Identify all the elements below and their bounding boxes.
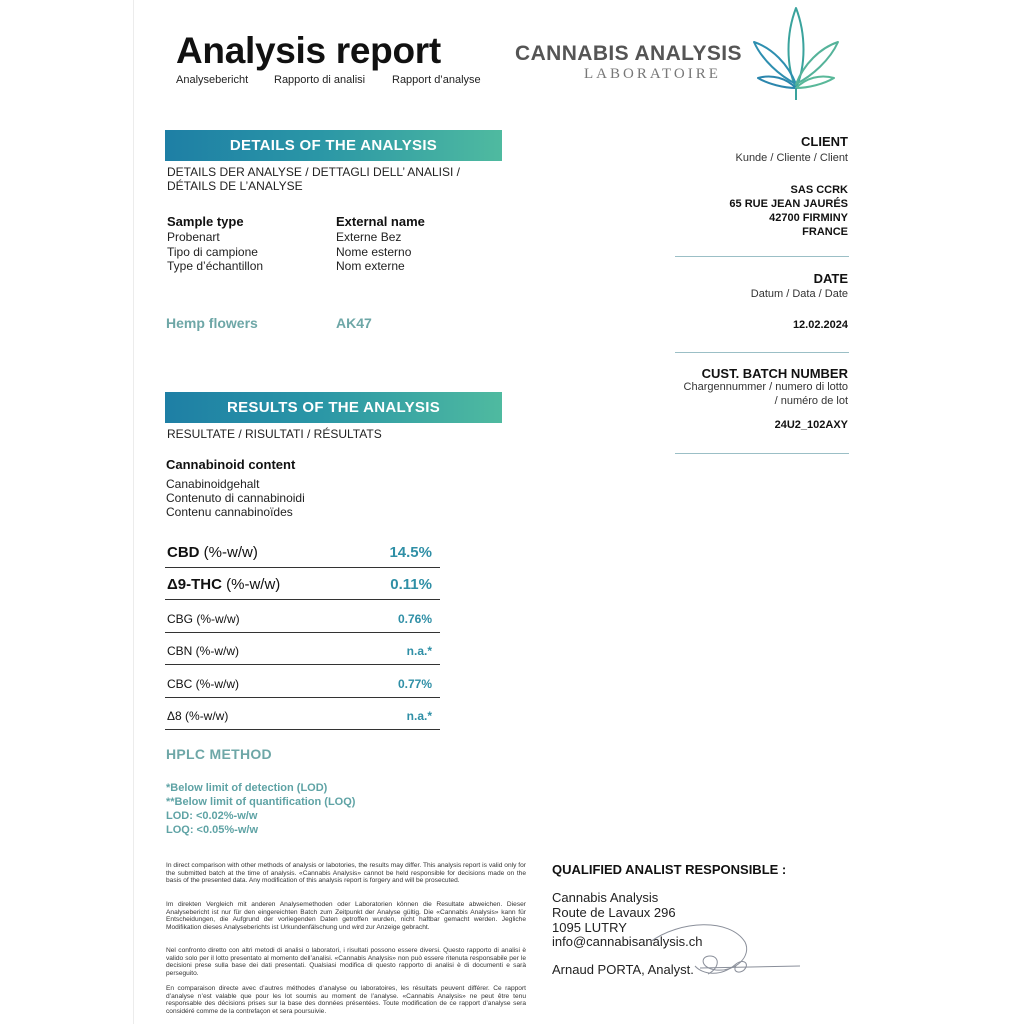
cannabinoid-fr: Contenu cannabinoïdes [166, 505, 293, 519]
sample-type-fr: Type d’échantillon [167, 259, 264, 273]
result-name: CBD [167, 544, 200, 561]
divider [675, 352, 849, 353]
logo-subtitle: LABORATOIRE [584, 66, 721, 82]
result-value: n.a.* [406, 709, 432, 723]
result-unit: (%-w/w) [226, 576, 281, 593]
date-value: 12.02.2024 [792, 319, 848, 331]
cannabinoid-label: Cannabinoid content [166, 457, 296, 472]
result-name: CBC (%-w/w) [167, 676, 239, 691]
result-name: CBG (%-w/w) [167, 611, 240, 626]
disclaimer-it: Nel confronto diretto con altri metodi di analisi o laboratori, i risultati possono essere diversi. Questo rapporto di analisi è valido solo per il lotto presentato al momento dell’analisi. «Cannabis Analysis» non può essere ritenuta responsabile per le decisioni prese sulla base dei dati presentati. Qualsiasi modifica di questo rapporto di analisi è di documenti e sarà perseguito. [166, 947, 526, 977]
batch-label: CUST. BATCH NUMBER [701, 366, 848, 381]
analyst-line: 1095 LUTRY [552, 920, 627, 935]
results-table [165, 536, 440, 730]
details-translation-2: DÉTAILS DE L’ANALYSE [167, 179, 303, 193]
disclaimer-de: Im direkten Vergleich mit anderen Analysemethoden oder Laboratorien können die Resultate abweichen. Dieser Analysebericht ist nur für den eingereichten Batch zum Zeitpunkt der Analyse gültig. Die «Cannabis Analysis» kann für Entscheidungen, die Aufgrund der vorliegenden Daten getroffen wurden, nicht haftbar gemacht werden. Jegliche Modifikation dieses Analyseberichts ist Urkundenfälschung und wird zur Anzeige gebracht. [166, 901, 526, 931]
subtitle-de: Analysebericht [176, 74, 249, 86]
disclaimer-fr: En comparaison directe avec d’autres méthodes d’analyse ou laboratoires, les résultats peuvent différer. Ce rapport d’analyse n’est valable que pour les lot soumis au moment de l’analyse. «Cannabis Analysis» ne peut être tenu responsable des décisions prises sur la base des données présentées. Toute modification de ce rapport d’analyse sera considéré comme de la contrefaçon et sera poursuivie. [166, 985, 526, 1015]
client-line: 42700 FIRMINY [769, 212, 848, 224]
details-banner: DETAILS OF THE ANALYSIS [165, 130, 502, 161]
loq-value: LOQ: <0.05%-w/w [166, 824, 258, 836]
result-value: 0.76% [397, 611, 432, 626]
divider [675, 453, 849, 454]
analyst-line: Route de Lavaux 296 [552, 905, 676, 920]
logo-name: CANNABIS ANALYSIS [515, 42, 742, 65]
client-line: FRANCE [802, 226, 848, 238]
external-name-it: Nome esterno [336, 245, 412, 259]
details-translation-1: DETAILS DER ANALYSE / DETTAGLI DELL’ ANALISI / [167, 165, 460, 179]
sample-type-de: Probenart [167, 230, 220, 244]
divider [675, 256, 849, 257]
method-label: HPLC METHOD [166, 746, 272, 762]
result-value: n.a.* [406, 644, 432, 658]
signature-icon [640, 912, 810, 982]
batch-translation-1: Chargennummer / numero di lotto [683, 381, 848, 393]
date-label: DATE [813, 271, 848, 286]
subtitle-fr: Rapport d’analyse [392, 74, 481, 86]
external-name-label: External name [336, 214, 425, 229]
result-row-d8 [165, 698, 440, 731]
client-line: SAS CCRK [790, 184, 848, 196]
batch-value: 24U2_102AXY [774, 419, 848, 431]
result-row-cbd [165, 536, 440, 568]
analyst-email: info@cannabisanalysis.ch [552, 934, 703, 949]
lod-value: LOD: <0.02%-w/w [166, 810, 258, 822]
results-banner: RESULTS OF THE ANALYSIS [165, 392, 502, 423]
result-value: 0.11% [390, 576, 432, 593]
result-unit: (%-w/w) [203, 544, 258, 561]
date-translation: Datum / Data / Date [750, 288, 848, 300]
result-row-cbg [165, 600, 440, 633]
cannabis-leaf-icon [750, 4, 842, 100]
report-title: Analysis report [176, 30, 441, 71]
external-name-value: AK47 [336, 315, 372, 331]
results-translation: RESULTATE / RISULTATI / RÉSULTATS [167, 427, 382, 441]
external-name-de: Externe Bez [336, 230, 402, 244]
external-name-fr: Nom externe [336, 259, 405, 273]
result-value: 14.5% [389, 544, 432, 561]
batch-translation-2: / numéro de lot [774, 395, 848, 407]
result-row-d9thc [165, 568, 440, 600]
result-row-cbn [165, 633, 440, 666]
client-label: CLIENT [801, 134, 848, 149]
analyst-line: Cannabis Analysis [552, 890, 659, 905]
result-name: CBN (%-w/w) [167, 644, 239, 658]
subtitle-it: Rapporto di analisi [274, 74, 366, 86]
lod-note: *Below limit of detection (LOD) [166, 782, 328, 794]
sample-type-label: Sample type [167, 214, 244, 229]
result-name: Δ9-THC [167, 576, 222, 593]
analyst-signature-line: Arnaud PORTA, Analyst. [552, 962, 694, 977]
cannabinoid-it: Contenuto di cannabinoidi [166, 491, 305, 505]
sample-type-value: Hemp flowers [166, 315, 258, 331]
result-row-cbc [165, 665, 440, 698]
analyst-heading: QUALIFIED ANALIST RESPONSIBLE : [552, 862, 787, 877]
sample-type-it: Tipo di campione [167, 245, 258, 259]
page-edge-divider [133, 0, 134, 1024]
client-translation: Kunde / Cliente / Client [735, 152, 848, 164]
result-value: 0.77% [397, 676, 432, 691]
client-line: 65 RUE JEAN JAURÉS [729, 198, 848, 210]
disclaimer-en: In direct comparison with other methods of analysis or labotories, the results may differ. This analysis report is valid only for the submitted batch at the time of analysis. «Cannabis Analysis» cannot be held responsible for decisions made on the basis of the presented data. Any modification of this analysis report is forgery and will be prosecuted. [166, 862, 526, 885]
result-name: Δ8 (%-w/w) [167, 709, 229, 723]
cannabinoid-de: Canabinoidgehalt [166, 477, 260, 491]
loq-note: **Below limit of quantification (LOQ) [166, 796, 356, 808]
